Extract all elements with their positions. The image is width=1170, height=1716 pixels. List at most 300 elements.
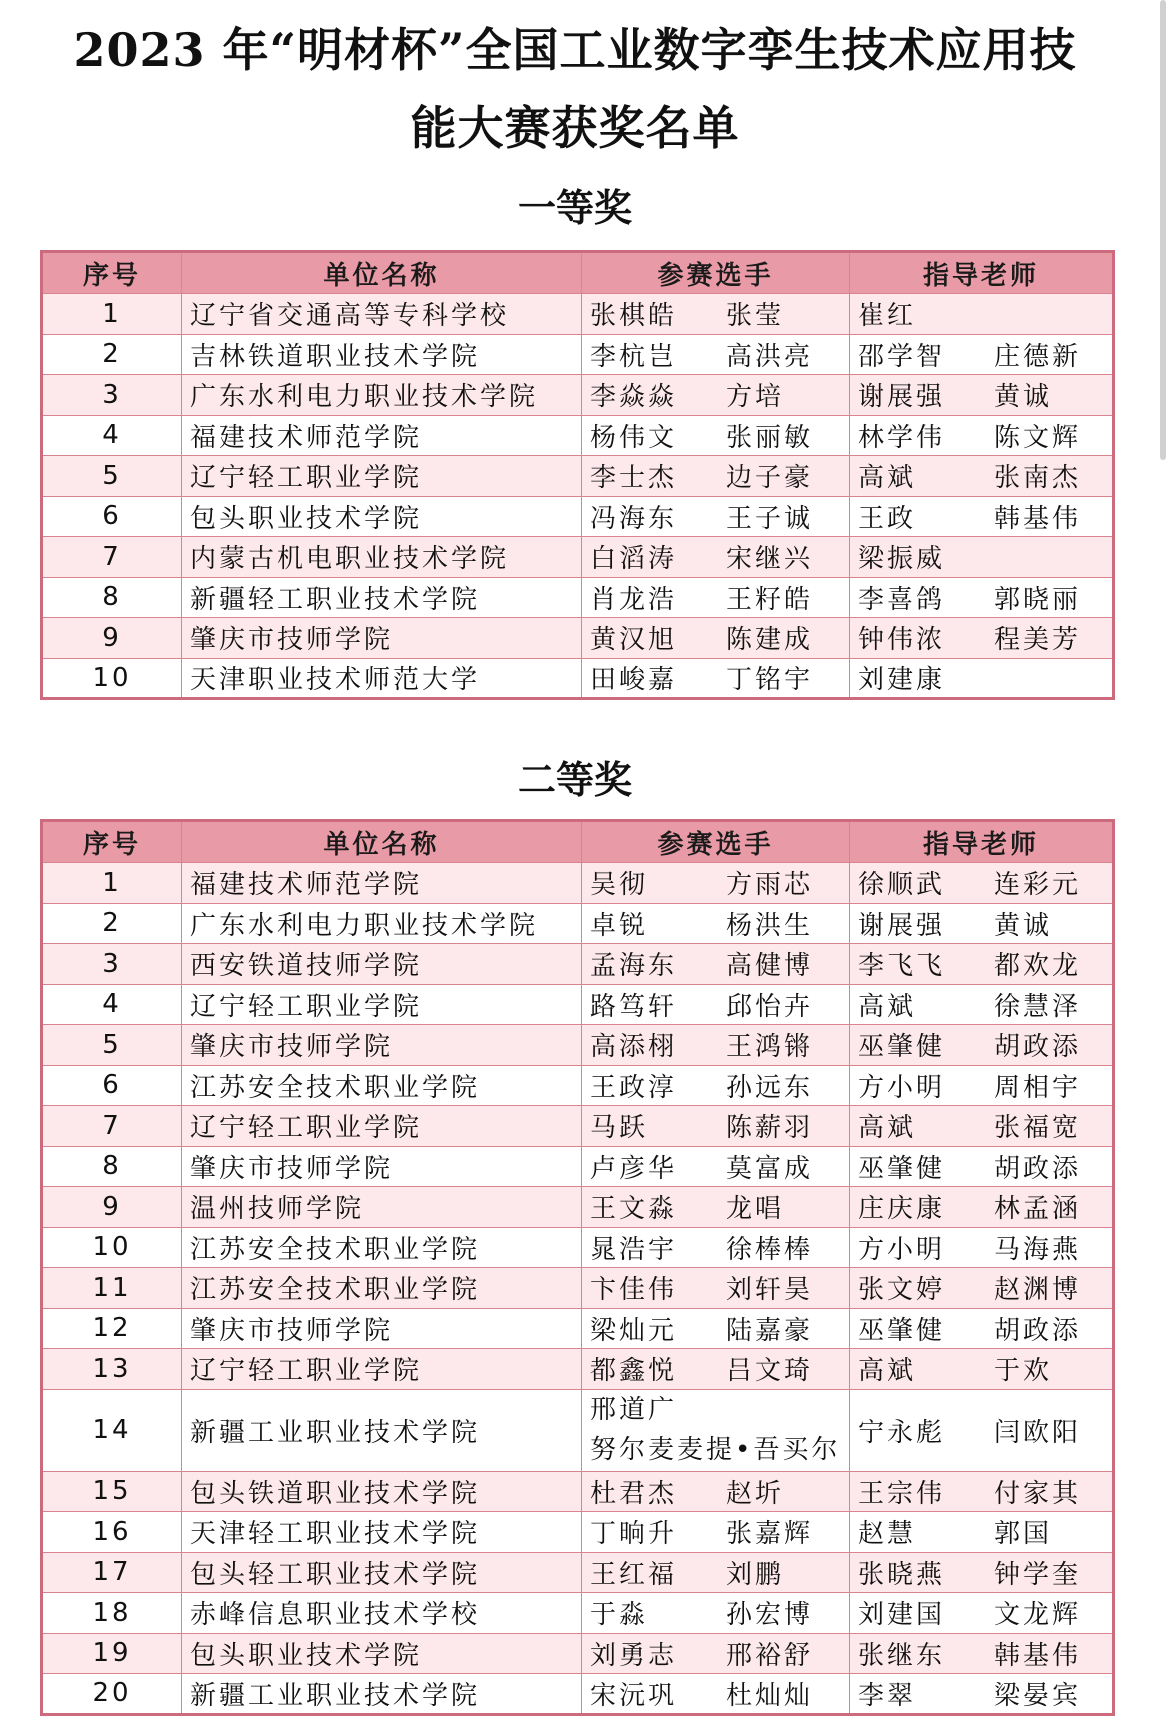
- teacher-name: 付家其: [994, 1478, 1082, 1509]
- table-row: [42, 903, 1114, 944]
- row-number: 2: [42, 334, 182, 375]
- contestant-name: 刘勇志: [590, 1640, 678, 1671]
- row-number: 16: [42, 1512, 182, 1553]
- table-row: [42, 375, 1114, 416]
- row-number: 6: [42, 1065, 182, 1106]
- teachers-cell: [850, 1674, 1114, 1715]
- table-row: [42, 1025, 1114, 1066]
- contestant-name: 王红福: [590, 1559, 678, 1590]
- contestant-name: 都鑫悦: [590, 1356, 678, 1387]
- row-number: 19: [42, 1633, 182, 1674]
- contestant-name: 孙宏博: [726, 1600, 814, 1631]
- contestant-name: 陆嘉豪: [726, 1315, 814, 1346]
- contestants-pair: [590, 579, 841, 616]
- teachers-cell: [850, 1471, 1114, 1512]
- contestants-cell: [582, 1633, 850, 1674]
- contestants-pair: [590, 457, 841, 494]
- contestant-name: 方培: [726, 382, 785, 413]
- contestants-cell: [582, 1552, 850, 1593]
- unit-name: 辽宁轻工职业学院: [182, 456, 582, 497]
- contestant-name: 孙远东: [726, 1072, 814, 1103]
- contestants-pair: [590, 619, 841, 656]
- teachers-pair: [858, 905, 1104, 942]
- table-row: [42, 944, 1114, 985]
- teachers-cell: [850, 1106, 1114, 1147]
- contestant-name: 黄汉旭: [590, 625, 678, 656]
- teachers-cell: [850, 1308, 1114, 1349]
- row-number: 10: [42, 1227, 182, 1268]
- teachers-pair: [858, 986, 1104, 1023]
- teacher-name: 陈文辉: [994, 422, 1082, 453]
- contestants-cell: [582, 863, 850, 904]
- teacher-name: 钟伟浓: [858, 625, 946, 656]
- header-contestants: 参赛选手: [582, 252, 850, 294]
- contestant-name: 高洪亮: [726, 341, 814, 372]
- contestants-cell: [582, 577, 850, 618]
- teachers-pair: [858, 579, 1104, 616]
- contestants-cell: [582, 1389, 850, 1471]
- contestant-name: 张莹: [726, 301, 785, 332]
- unit-name: 温州技师学院: [182, 1187, 582, 1228]
- contestants-pair: [590, 1554, 841, 1591]
- contestant-name: 王鸿锵: [726, 1032, 814, 1063]
- unit-name: 肇庆市技师学院: [182, 618, 582, 659]
- teachers-pair: [858, 1473, 1104, 1510]
- contestant-name: 邱怡卉: [726, 991, 814, 1022]
- teacher-name: 胡政添: [994, 1315, 1082, 1346]
- row-number: 13: [42, 1349, 182, 1390]
- teachers-cell: [850, 496, 1114, 537]
- teachers-cell: [850, 658, 1114, 699]
- teacher-name: 徐顺武: [858, 870, 946, 901]
- table-row: [42, 1227, 1114, 1268]
- row-number: 18: [42, 1593, 182, 1634]
- contestants-cell: [582, 415, 850, 456]
- table-row: [42, 1268, 1114, 1309]
- teachers-cell: [850, 1025, 1114, 1066]
- teacher-name: 胡政添: [994, 1032, 1082, 1063]
- teacher-name: 刘建康: [858, 665, 946, 696]
- teacher-name: 闫欧阳: [994, 1417, 1082, 1448]
- contestant-name: 杜君杰: [590, 1478, 678, 1509]
- teachers-cell: [850, 1633, 1114, 1674]
- contestants-pair: [590, 1148, 841, 1185]
- row-number: 14: [42, 1389, 182, 1471]
- contestant-name: 莫富成: [726, 1153, 814, 1184]
- teacher-name: 都欢龙: [994, 951, 1082, 982]
- teachers-pair: [858, 1310, 1104, 1347]
- teachers-pair: [858, 1594, 1104, 1631]
- contestants-pair: [590, 498, 841, 535]
- row-number: 7: [42, 1106, 182, 1147]
- teachers-pair: [858, 1067, 1104, 1104]
- teachers-pair: [858, 295, 1104, 332]
- teacher-name: 谢展强: [858, 910, 946, 941]
- table-row: [42, 1106, 1114, 1147]
- contestant-name: 李士杰: [590, 463, 678, 494]
- contestant-name: 梁灿元: [590, 1315, 678, 1346]
- unit-name: 辽宁省交通高等专科学校: [182, 294, 582, 335]
- unit-name: 肇庆市技师学院: [182, 1025, 582, 1066]
- contestants-pair: [590, 538, 841, 575]
- contestants-pair: [590, 1594, 841, 1631]
- teachers-pair: [858, 1026, 1104, 1063]
- teachers-pair: [858, 1513, 1104, 1550]
- contestant-name: 龙唱: [726, 1194, 785, 1225]
- teacher-name: 程美芳: [994, 625, 1082, 656]
- teachers-pair: [858, 659, 1104, 696]
- teachers-cell: [850, 415, 1114, 456]
- teachers-pair: [858, 1148, 1104, 1185]
- second-prize-rows: [42, 863, 1114, 1715]
- teacher-name: 张文婷: [858, 1275, 946, 1306]
- contestant-name: 宋沅巩: [590, 1680, 678, 1711]
- unit-name: 包头职业技术学院: [182, 496, 582, 537]
- row-number: 4: [42, 415, 182, 456]
- teacher-name: 赵慧: [858, 1519, 917, 1550]
- contestants-pair: [590, 1107, 841, 1144]
- contestant-name: 孟海东: [590, 951, 678, 982]
- contestants-cell: [582, 456, 850, 497]
- contestants-stack: [590, 1390, 841, 1470]
- teacher-name: 梁振威: [858, 544, 946, 575]
- contestants-cell: [582, 1349, 850, 1390]
- teachers-pair: [858, 864, 1104, 901]
- contestant-name: 吴彻: [590, 870, 649, 901]
- contestant-name: 高健博: [726, 951, 814, 982]
- contestants-pair: [590, 945, 841, 982]
- teacher-name: 高斌: [858, 1113, 917, 1144]
- contestant-name: 边子豪: [726, 463, 814, 494]
- table-row: [42, 294, 1114, 335]
- teachers-cell: [850, 1593, 1114, 1634]
- contestants-cell: [582, 618, 850, 659]
- teachers-cell: [850, 456, 1114, 497]
- contestant-name: 徐棒棒: [726, 1234, 814, 1265]
- unit-name: 江苏安全技术职业学院: [182, 1227, 582, 1268]
- contestant-name: 李焱焱: [590, 382, 678, 413]
- teacher-name: 林学伟: [858, 422, 946, 453]
- row-number: 7: [42, 537, 182, 578]
- teacher-name: 方小明: [858, 1234, 946, 1265]
- teacher-name: 赵渊博: [994, 1275, 1082, 1306]
- unit-name: 辽宁轻工职业学院: [182, 1349, 582, 1390]
- teachers-cell: [850, 863, 1114, 904]
- table-row: [42, 1389, 1114, 1471]
- table-row: [42, 1065, 1114, 1106]
- teachers-cell: [850, 294, 1114, 335]
- header-teachers: 指导老师: [850, 252, 1114, 294]
- table-row: [42, 496, 1114, 537]
- second-prize-heading: 二等奖: [517, 757, 632, 802]
- teachers-cell: [850, 944, 1114, 985]
- teacher-name: 文龙辉: [994, 1600, 1082, 1631]
- contestant-name: 卞佳伟: [590, 1275, 678, 1306]
- contestants-cell: [582, 1025, 850, 1066]
- contestant-name: 王籽皓: [726, 584, 814, 615]
- header-no: 序号: [42, 821, 182, 863]
- unit-name: 包头职业技术学院: [182, 1633, 582, 1674]
- contestant-name: 白滔涛: [590, 544, 678, 575]
- unit-name: 肇庆市技师学院: [182, 1308, 582, 1349]
- teachers-pair: [858, 1350, 1104, 1387]
- contestant-name: 田峻嘉: [590, 665, 678, 696]
- teacher-name: 张福宽: [994, 1113, 1082, 1144]
- contestant-name: 杨伟文: [590, 422, 678, 453]
- contestants-cell: [582, 1674, 850, 1715]
- contestant-name: 宋继兴: [726, 544, 814, 575]
- contestants-pair: [590, 1513, 841, 1550]
- contestants-pair: [590, 1350, 841, 1387]
- contestants-cell: [582, 1227, 850, 1268]
- teacher-name: 巫肇健: [858, 1153, 946, 1184]
- contestants-cell: [582, 1065, 850, 1106]
- contestant-name: 马跃: [590, 1113, 649, 1144]
- unit-name: 福建技术师范学院: [182, 415, 582, 456]
- teacher-name: 于欢: [994, 1356, 1053, 1387]
- teachers-cell: [850, 1227, 1114, 1268]
- contestants-pair: [590, 376, 841, 413]
- contestants-cell: [582, 903, 850, 944]
- teachers-cell: [850, 1349, 1114, 1390]
- contestants-cell: [582, 294, 850, 335]
- contestant-name: 王政淳: [590, 1072, 678, 1103]
- table-row: [42, 1471, 1114, 1512]
- teachers-cell: [850, 1268, 1114, 1309]
- contestants-cell: [582, 1308, 850, 1349]
- teachers-cell: [850, 984, 1114, 1025]
- teachers-pair: [858, 538, 1104, 575]
- table-row: [42, 1512, 1114, 1553]
- contestant-name: 李杭岂: [590, 341, 678, 372]
- teacher-name: 李飞飞: [858, 951, 946, 982]
- row-number: 9: [42, 618, 182, 659]
- teachers-pair: [858, 1188, 1104, 1225]
- contestant-name: 高添栩: [590, 1032, 678, 1063]
- teacher-name: 刘建国: [858, 1600, 946, 1631]
- unit-name: 江苏安全技术职业学院: [182, 1065, 582, 1106]
- unit-name: 西安铁道技师学院: [182, 944, 582, 985]
- row-number: 1: [42, 863, 182, 904]
- contestant-name: 肖龙浩: [590, 584, 678, 615]
- teacher-name: 周相宇: [994, 1072, 1082, 1103]
- teacher-name: 高斌: [858, 991, 917, 1022]
- contestant-name: 杨洪生: [726, 910, 814, 941]
- teacher-name: 邵学智: [858, 341, 946, 372]
- row-number: 20: [42, 1674, 182, 1715]
- contestant-name: 张嘉辉: [726, 1519, 814, 1550]
- unit-name: 福建技术师范学院: [182, 863, 582, 904]
- contestants-cell: [582, 1146, 850, 1187]
- teachers-cell: [850, 1512, 1114, 1553]
- scrollbar[interactable]: [1160, 0, 1166, 460]
- table-row: [42, 1633, 1114, 1674]
- teacher-name: 方小明: [858, 1072, 946, 1103]
- unit-name: 天津轻工职业技术学院: [182, 1512, 582, 1553]
- teacher-name: 李喜鸽: [858, 584, 946, 615]
- contestants-cell: [582, 496, 850, 537]
- teacher-name: 张晓燕: [858, 1559, 946, 1590]
- contestant-name: 赵圻: [726, 1478, 785, 1509]
- teachers-pair: [858, 457, 1104, 494]
- row-number: 1: [42, 294, 182, 335]
- teacher-name: 高斌: [858, 463, 917, 494]
- teachers-cell: [850, 1552, 1114, 1593]
- table-row: [42, 1674, 1114, 1715]
- unit-name: 内蒙古机电职业技术学院: [182, 537, 582, 578]
- table-row: [42, 1552, 1114, 1593]
- contestants-pair: [590, 1635, 841, 1672]
- teachers-cell: [850, 1065, 1114, 1106]
- contestant-name: 吕文琦: [726, 1356, 814, 1387]
- contestants-pair: [590, 659, 841, 696]
- contestant-name: 路笃轩: [590, 991, 678, 1022]
- table-row: [42, 537, 1114, 578]
- contestants-pair: [590, 1229, 841, 1266]
- table-row: [42, 415, 1114, 456]
- document-title-line-1: 2023 年“明材杯”全国工业数字孪生技术应用技: [73, 23, 1077, 77]
- row-number: 6: [42, 496, 182, 537]
- row-number: 8: [42, 577, 182, 618]
- teacher-name: 巫肇健: [858, 1315, 946, 1346]
- row-number: 15: [42, 1471, 182, 1512]
- unit-name: 吉林铁道职业技术学院: [182, 334, 582, 375]
- teachers-cell: [850, 1389, 1114, 1471]
- contestants-pair: [590, 1675, 841, 1712]
- table-row: [42, 1308, 1114, 1349]
- teachers-cell: [850, 375, 1114, 416]
- contestants-pair: [590, 1067, 841, 1104]
- teacher-name: 林孟涵: [994, 1194, 1082, 1225]
- teacher-name: 谢展强: [858, 382, 946, 413]
- row-number: 9: [42, 1187, 182, 1228]
- unit-name: 包头铁道职业技术学院: [182, 1471, 582, 1512]
- row-number: 11: [42, 1268, 182, 1309]
- contestants-cell: [582, 1512, 850, 1553]
- contestants-cell: [582, 1268, 850, 1309]
- row-number: 3: [42, 944, 182, 985]
- row-number: 8: [42, 1146, 182, 1187]
- unit-name: 辽宁轻工职业学院: [182, 1106, 582, 1147]
- contestants-pair: [590, 986, 841, 1023]
- contestant-name: 刘轩昊: [726, 1275, 814, 1306]
- contestant-name: 卢彦华: [590, 1153, 678, 1184]
- header-unit: 单位名称: [182, 252, 582, 294]
- contestants-cell: [582, 984, 850, 1025]
- row-number: 12: [42, 1308, 182, 1349]
- contestant-name: 邢裕舒: [726, 1640, 814, 1671]
- row-number: 4: [42, 984, 182, 1025]
- teacher-name: 郭国: [994, 1519, 1053, 1550]
- first-prize-rows: [42, 294, 1114, 699]
- unit-name: 广东水利电力职业技术学院: [182, 903, 582, 944]
- table-row: [42, 984, 1114, 1025]
- contestant-name: 晁浩宇: [590, 1234, 678, 1265]
- teachers-cell: [850, 577, 1114, 618]
- contestant-name: 张棋皓: [590, 301, 678, 332]
- row-number: 2: [42, 903, 182, 944]
- contestant-name: 王子诚: [726, 503, 814, 534]
- contestants-pair: [590, 1269, 841, 1306]
- contestants-cell: [582, 334, 850, 375]
- contestants-cell: [582, 1593, 850, 1634]
- contestants-cell: [582, 944, 850, 985]
- contestant-name: 于淼: [590, 1600, 649, 1631]
- teacher-name: 连彩元: [994, 870, 1082, 901]
- row-number: 5: [42, 456, 182, 497]
- teachers-pair: [858, 619, 1104, 656]
- contestant-name: 冯海东: [590, 503, 678, 534]
- row-number: 10: [42, 658, 182, 699]
- contestant-name: 张丽敏: [726, 422, 814, 453]
- teachers-pair: [858, 1107, 1104, 1144]
- unit-name: 天津职业技术师范大学: [182, 658, 582, 699]
- teacher-name: 韩基伟: [994, 503, 1082, 534]
- contestant-name: 方雨芯: [726, 870, 814, 901]
- header-unit: 单位名称: [182, 821, 582, 863]
- teachers-pair: [858, 1269, 1104, 1306]
- teachers-cell: [850, 334, 1114, 375]
- teacher-name: 梁晏宾: [994, 1680, 1082, 1711]
- contestant-name: 王文淼: [590, 1194, 678, 1225]
- contestant-name: 卓锐: [590, 910, 649, 941]
- unit-name: 江苏安全技术职业学院: [182, 1268, 582, 1309]
- document-title-line-2: 能大赛获奖名单: [410, 101, 740, 155]
- teacher-name: 高斌: [858, 1356, 917, 1387]
- teachers-pair: [858, 417, 1104, 454]
- contestants-cell: [582, 537, 850, 578]
- teacher-name: 黄诚: [994, 910, 1053, 941]
- unit-name: 广东水利电力职业技术学院: [182, 375, 582, 416]
- table-row: [42, 1593, 1114, 1634]
- table-header-row: [42, 821, 1114, 863]
- contestant-name: 杜灿灿: [726, 1680, 814, 1711]
- contestants-pair: [590, 1188, 841, 1225]
- unit-name: 赤峰信息职业技术学校: [182, 1593, 582, 1634]
- unit-name: 新疆工业职业技术学院: [182, 1389, 582, 1471]
- teachers-cell: [850, 903, 1114, 944]
- teachers-pair: [858, 1412, 1104, 1449]
- header-teachers: 指导老师: [850, 821, 1114, 863]
- teacher-name: 马海燕: [994, 1234, 1082, 1265]
- table-row: [42, 456, 1114, 497]
- teachers-pair: [858, 945, 1104, 982]
- teachers-pair: [858, 336, 1104, 373]
- contestant-name: 丁晌升: [590, 1519, 678, 1550]
- teacher-name: 王宗伟: [858, 1478, 946, 1509]
- table-row: [42, 334, 1114, 375]
- contestants-cell: [582, 658, 850, 699]
- teacher-name: 张继东: [858, 1640, 946, 1671]
- table-row: [42, 863, 1114, 904]
- contestants-pair: [590, 864, 841, 901]
- teacher-name: 崔红: [858, 301, 917, 332]
- contestant-name: 陈建成: [726, 625, 814, 656]
- table-row: [42, 1146, 1114, 1187]
- contestants-pair: [590, 1310, 841, 1347]
- teachers-pair: [858, 1675, 1104, 1712]
- teacher-name: 钟学奎: [994, 1559, 1082, 1590]
- table-row: [42, 618, 1114, 659]
- contestant-name: 邢道广: [590, 1395, 678, 1425]
- first-prize-heading: 一等奖: [517, 185, 632, 230]
- teacher-name: 张南杰: [994, 463, 1082, 494]
- row-number: 5: [42, 1025, 182, 1066]
- row-number: 3: [42, 375, 182, 416]
- teachers-cell: [850, 537, 1114, 578]
- second-prize-table: [40, 819, 1115, 1716]
- teachers-cell: [850, 1187, 1114, 1228]
